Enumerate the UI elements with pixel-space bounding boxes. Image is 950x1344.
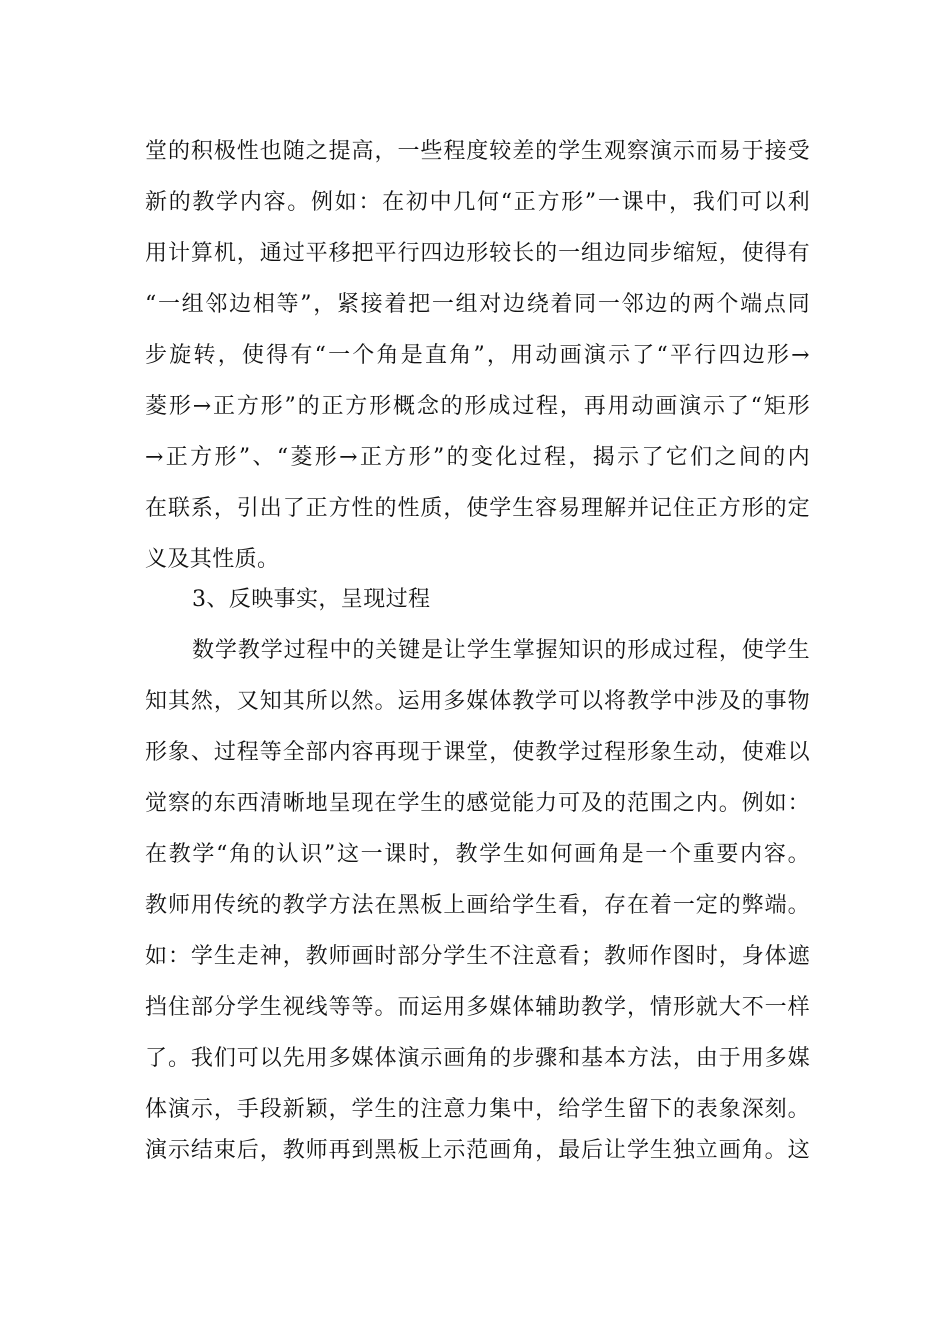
text-line: 教师用传统的教学方法在黑板上画给学生看，存在着一定的弊端。: [145, 893, 810, 918]
text-line: 如：学生走神，教师画时部分学生不注意看；教师作图时，身体遮: [145, 944, 810, 969]
section-heading: 3、反映事实，呈现过程: [192, 587, 431, 612]
text-line: 演示结束后，教师再到黑板上示范画角，最后让学生独立画角。这: [145, 1138, 810, 1163]
text-line: 菱形→正方形”的正方形概念的形成过程，再用动画演示了“矩形: [145, 394, 810, 419]
text-line: 知其然，又知其所以然。运用多媒体教学可以将教学中涉及的事物: [145, 689, 810, 714]
text-line: 新的教学内容。例如：在初中几何“正方形”一课中，我们可以利: [145, 190, 810, 215]
text-line: 在教学“角的认识”这一课时，教学生如何画角是一个重要内容。: [145, 842, 810, 867]
text-line: 数学教学过程中的关键是让学生掌握知识的形成过程，使学生: [192, 638, 810, 663]
text-line: 了。我们可以先用多媒体演示画角的步骤和基本方法，由于用多媒: [145, 1046, 810, 1071]
text-line: 用计算机，通过平移把平行四边形较长的一组边同步缩短，使得有: [145, 241, 810, 266]
text-line: 觉察的东西清晰地呈现在学生的感觉能力可及的范围之内。例如：: [145, 791, 810, 816]
text-line: 步旋转，使得有“一个角是直角”，用动画演示了“平行四边形→: [145, 343, 810, 368]
text-line: 形象、过程等全部内容再现于课堂，使教学过程形象生动，使难以: [145, 740, 810, 765]
text-line: 在联系，引出了正方性的性质，使学生容易理解并记住正方形的定: [145, 496, 810, 521]
text-line: →正方形”、“菱形→正方形”的变化过程，揭示了它们之间的内: [145, 445, 810, 470]
text-line: 堂的积极性也随之提高，一些程度较差的学生观察演示而易于接受: [145, 139, 810, 164]
text-line: “一组邻边相等”，紧接着把一组对边绕着同一邻边的两个端点同: [145, 292, 810, 317]
text-line: 挡住部分学生视线等等。而运用多媒体辅助教学，情形就大不一样: [145, 995, 810, 1020]
text-line: 体演示，手段新颖，学生的注意力集中，给学生留下的表象深刻。: [145, 1097, 810, 1122]
text-line: 义及其性质。: [145, 547, 280, 572]
